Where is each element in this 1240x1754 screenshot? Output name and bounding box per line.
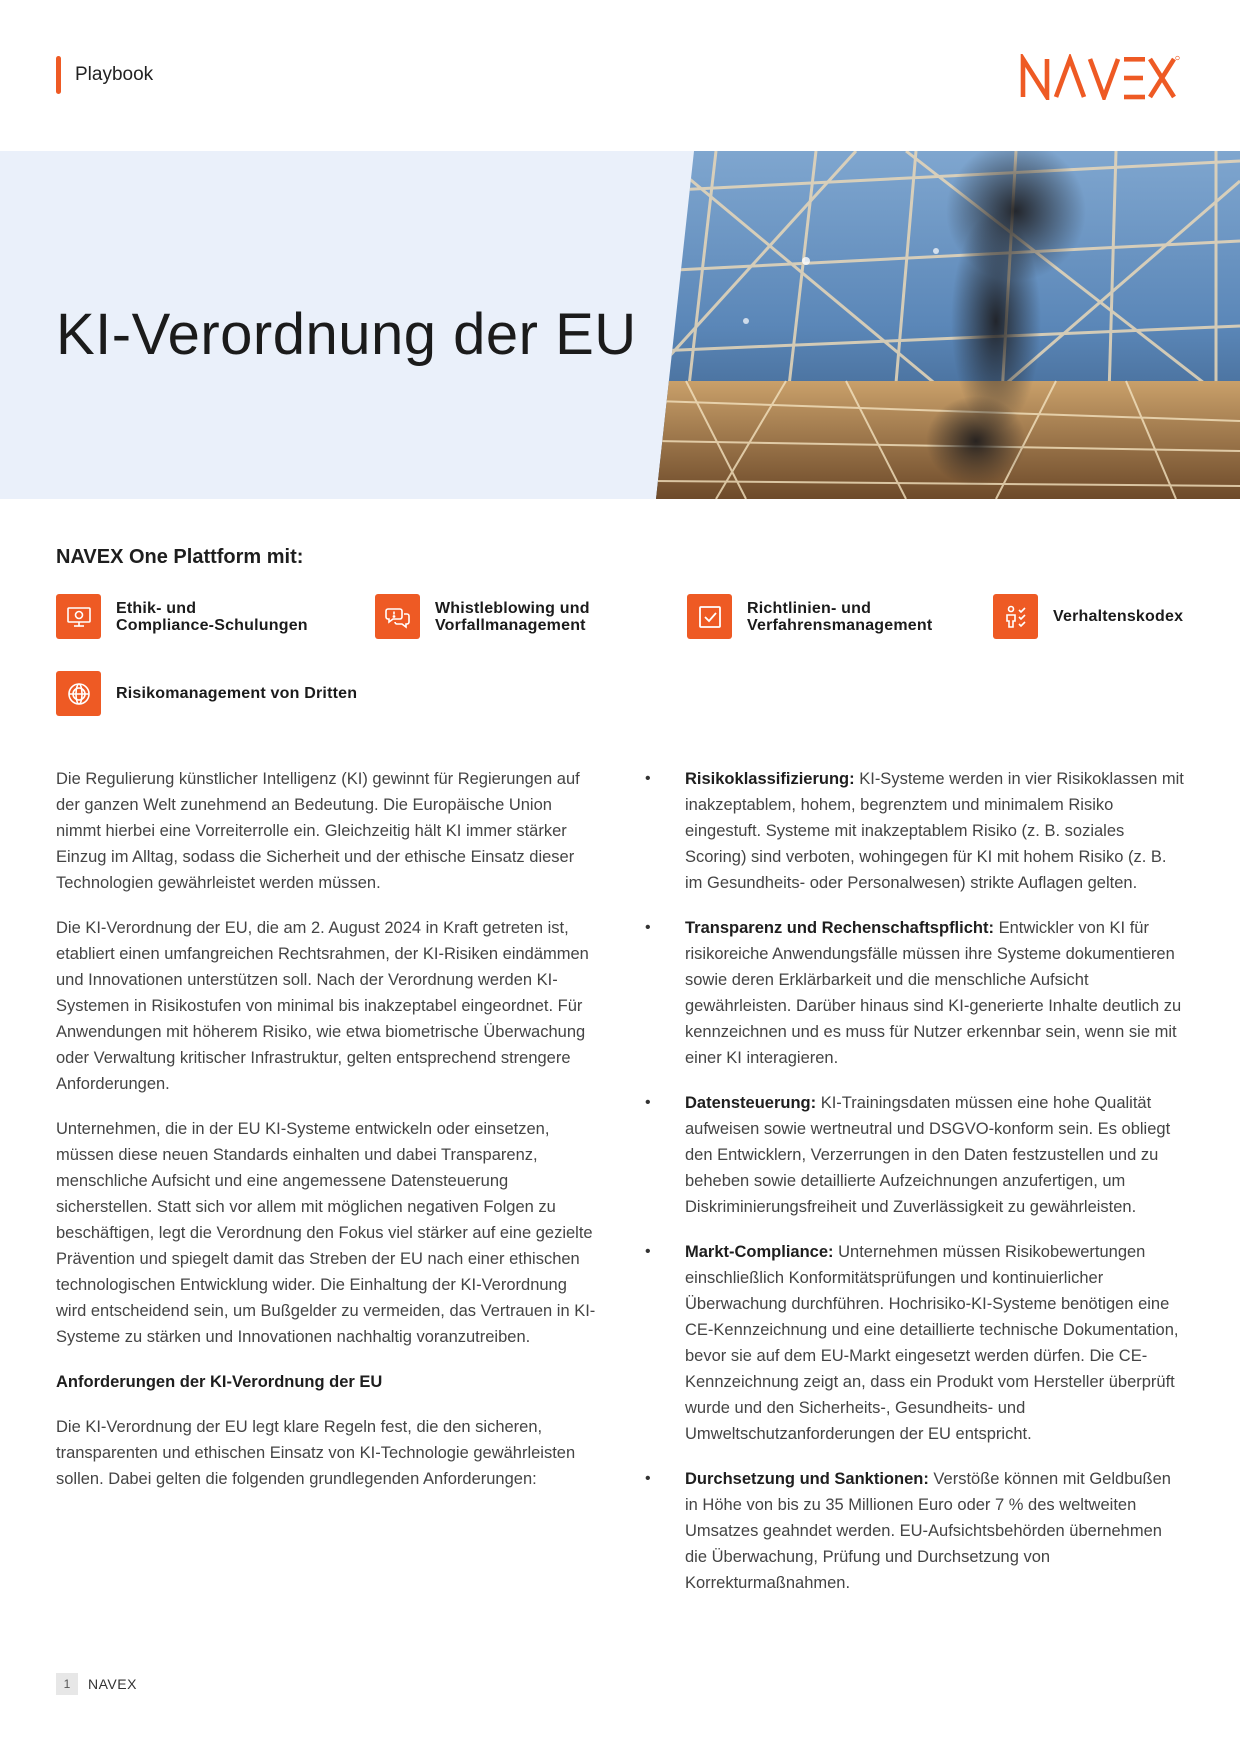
- companies-paragraph: Unternehmen, die in der EU KI-Systeme entwickeln oder einsetzen, müssen diese neuen Standards einhalten und dabei Transparenz, menschliche Aufsicht und eine angemessene Datensteuerung sicherstellen. Statt sich vor allem mit möglichen negativen Folgen zu beschäftigen, legt die Verordnung den Fokus viel stärker auf eine gezielte Prävention und spiegelt damit das Streben der EU nach einer ethischen technologischen Entwicklung wider. Die Einhaltung der KI-Verordnung wird entscheidend sein, um Bußgelder zu vermeiden, das Vertrauen in KI-Systeme zu stärken und Innovationen nachhaltig voranzutreiben.: [56, 1120, 596, 1346]
- bullet-text: KI-Systeme werden in vier Risikoklassen mit inakzeptablem, hohem, begrenztem und minimalem Risiko eingestuft. Systeme mit inakzeptablem Risiko (z. B. soziales Scoring) sind verboten, wohingegen für KI mit hohem Risiko (z. B. im Gesundheits- oder Personalwesen) strikte Auflagen gelten.: [685, 770, 1184, 892]
- feature-label-line2: Verfahrensmanagement: [747, 616, 933, 634]
- navex-logo: [1020, 54, 1180, 100]
- bullet-title: Transparenz und Rechenschaftspflicht:: [685, 919, 994, 937]
- list-item: [645, 766, 1185, 896]
- feature-policy-management: [687, 594, 932, 639]
- monitor-training-icon: [56, 594, 101, 639]
- list-item: [645, 1466, 1185, 1596]
- feature-label-line2: Vorfallmanagement: [435, 616, 586, 634]
- feature-label-line1: Risikomanagement von Dritten: [116, 685, 358, 702]
- feature-code-of-conduct: [993, 594, 1183, 639]
- bullet-text: Entwickler von KI für risikoreiche Anwendungsfälle müssen ihre Systeme dokumentieren sowie deren Erklärbarkeit und die menschliche Aufsicht gewährleisten. Darüber hinaus sind KI-generierte Inhalte deutlich zu kennzeichnen und es muss für Nutzer erkennbar sein, wenn sie mit einer KI interagieren.: [685, 919, 1182, 1067]
- requirements-subheading: Anforderungen der KI-Verordnung der EU: [56, 1373, 383, 1391]
- feature-label-line2: Compliance-Schulungen: [116, 616, 308, 634]
- right-column: [645, 766, 1185, 1615]
- bullet-text: Verstöße können mit Geldbußen in Höhe von bis zu 35 Millionen Euro oder 7 % des weltweiten Umsatzes geahndet werden. EU-Aufsichtsbehörden übernehmen die Überwachung, Prüfung und Durchsetzung von Korrekturmaßnahmen.: [685, 1470, 1171, 1592]
- page-footer: [56, 1673, 137, 1695]
- feature-ethics-training: [56, 594, 308, 639]
- list-item: [645, 1090, 1185, 1220]
- page-title: KI-Verordnung der EU: [56, 302, 637, 367]
- requirements-intro-paragraph: Die KI-Verordnung der EU legt klare Regeln fest, die den sicheren, transparenten und ethischen Einsatz von KI-Technologie gewährleisten sollen. Dabei gelten die folgenden grundlegenden Anforderungen:: [56, 1418, 576, 1488]
- feature-third-party-risk: [56, 671, 357, 716]
- footer-brand: NAVEX: [88, 1676, 137, 1692]
- list-item: [645, 1239, 1185, 1447]
- bullet-text: Unternehmen müssen Risikobewertungen einschließlich Konformitätsprüfungen und kontinuierlicher Überwachung durchführen. Hochrisiko-KI-Systeme benötigen eine CE-Kennzeichnung und eine detaillierte technische Dokumentation, bevor sie auf dem EU-Markt eingesetzt werden dürfen. Die CE-Kennzeichnung zeigt an, dass ein Produkt vom Hersteller überprüft wurde und den Sicherheits-, Gesundheits- und Umweltschutzanforderungen der EU entspricht.: [685, 1243, 1179, 1443]
- bullet-title: Datensteuerung:: [685, 1094, 817, 1112]
- chat-bubbles-icon: [375, 594, 420, 639]
- checkbox-icon: [687, 594, 732, 639]
- bullet-title: Durchsetzung und Sanktionen:: [685, 1470, 929, 1488]
- document-type-tag: [56, 56, 153, 94]
- hero-photo: [656, 151, 1240, 499]
- document-type-label: Playbook: [75, 64, 154, 85]
- page-number: 1: [56, 1673, 78, 1695]
- feature-label-line1: Whistleblowing und: [435, 599, 590, 617]
- accent-bar: [56, 56, 61, 94]
- feature-whistleblowing: [375, 594, 590, 639]
- intro-paragraph: Die Regulierung künstlicher Intelligenz (KI) gewinnt für Regierungen auf der ganzen Welt zunehmend an Bedeutung. Die Europäische Union nimmt hierbei eine Vorreiterrolle ein. Gleichzeitig hält KI immer stärker Einzug im Alltag, sodass die Sicherheit und der ethische Einsatz dieser Technologien gewährleistet werden müssen.: [56, 770, 580, 892]
- navex-logo-mark: [1020, 54, 1180, 100]
- regulation-paragraph: Die KI-Verordnung der EU, die am 2. August 2024 in Kraft getreten ist, etabliert einen umfangreichen Rechtsrahmen, der KI-Risiken eindämmen und Innovationen unterstützen soll. Nach der Verordnung werden KI-Systemen in Risikostufen von minimal bis inakzeptabel eingeordnet. Für Anwendungen mit höherem Risiko, wie etwa biometrische Überwachung oder Verwaltung kritischer Infrastruktur, gelten entsprechend strengere Anforderungen.: [56, 919, 589, 1093]
- feature-label-line1: Verhaltenskodex: [1053, 608, 1184, 625]
- code-of-conduct-icon: [993, 594, 1038, 639]
- bullet-text: KI-Trainingsdaten müssen eine hohe Qualität aufweisen sowie wertneutral und DSGVO-konform sein. Es obliegt den Entwicklern, Verzerrungen in den Daten festzustellen und zu beheben sowie detaillierte Aufzeichnungen anzufertigen, um Diskriminierungsfreiheit und Zuverlässigkeit zu gewährleisten.: [685, 1094, 1171, 1216]
- feature-label-line1: Richtlinien- und: [747, 599, 872, 617]
- list-item: [645, 915, 1185, 1071]
- globe-icon: [56, 671, 101, 716]
- bullet-title: Risikoklassifizierung:: [685, 770, 855, 788]
- feature-label-line1: Ethik- und: [116, 599, 197, 617]
- hero-banner: [0, 151, 1240, 499]
- left-column: [56, 766, 596, 1511]
- bullet-title: Markt-Compliance:: [685, 1243, 834, 1261]
- platform-heading: NAVEX One Plattform mit:: [56, 546, 304, 568]
